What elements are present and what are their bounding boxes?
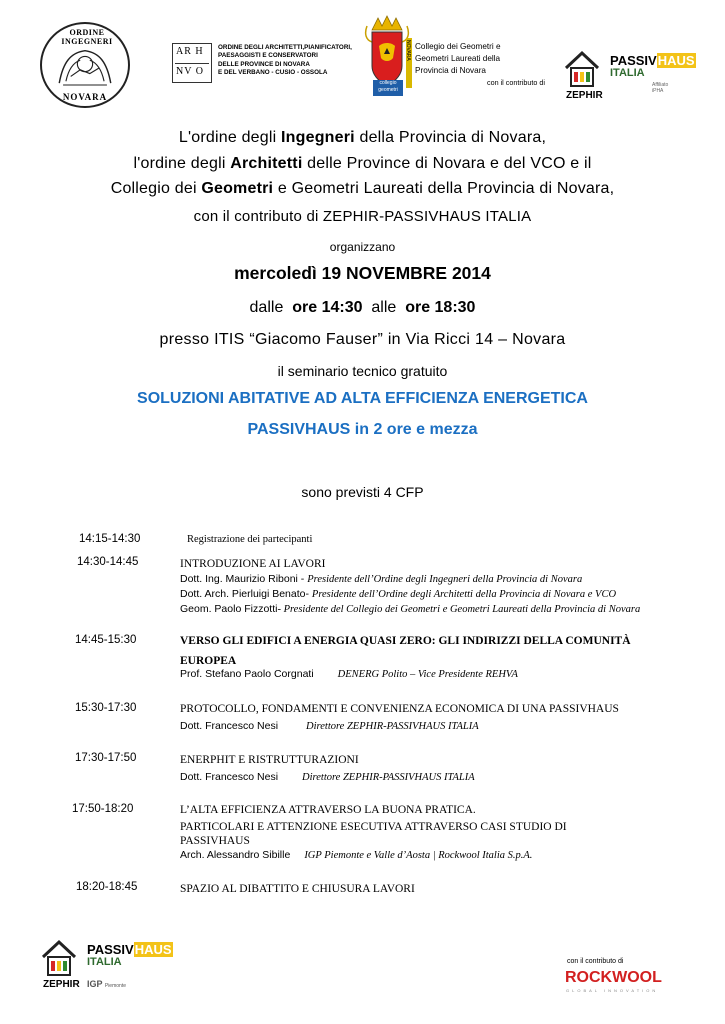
programme-time: 14:15-14:30 bbox=[79, 533, 141, 545]
rockwool-tagline: GLOBAL INNOVATION bbox=[566, 988, 659, 993]
affiliate-text: Affiliato iPHA bbox=[652, 82, 669, 94]
programme-title: PROTOCOLLO, FONDAMENTI E CONVENIENZA ECONOMICA DI UNA PASSIVHAUS bbox=[180, 703, 619, 715]
seminar-title-2: PASSIVHAUS in 2 ore e mezza bbox=[247, 421, 478, 438]
zephir-logo-header bbox=[564, 50, 695, 102]
engineers-seal-icon bbox=[40, 22, 130, 108]
zephir-wordmark: ZEPHIR bbox=[43, 979, 80, 990]
italia-wordmark: ITALIA bbox=[87, 956, 122, 968]
programme-time: 15:30-17:30 bbox=[75, 702, 137, 714]
programme-title: L’ALTA EFFICIENZA ATTRAVERSO LA BUONA PRATICA. bbox=[180, 804, 476, 816]
cfp-text: sono previsti 4 CFP bbox=[301, 484, 424, 500]
programme-title: Registrazione dei partecipanti bbox=[187, 534, 313, 545]
intro-line-2: l'ordine degli Architetti delle Province di Novara e del VCO e il bbox=[133, 155, 592, 172]
seminar-title-1: SOLUZIONI ABITATIVE AD ALTA EFFICIENZA ENERGETICA bbox=[137, 390, 588, 407]
programme-title-cont: PASSIVHAUS bbox=[180, 835, 250, 847]
programme-speaker: Dott. Ing. Maurizio Riboni - Presidente dell’Ordine degli Ingegneri della Provincia di Novara bbox=[180, 573, 583, 585]
programme-time: 14:30-14:45 bbox=[77, 556, 139, 568]
seminario-text: il seminario tecnico gratuito bbox=[277, 363, 448, 379]
programme-time: 18:20-18:45 bbox=[76, 881, 138, 893]
programme-title-cont: EUROPEA bbox=[180, 655, 237, 667]
programme-speaker: Prof. Stefano Paolo Corgnati DENERG Polito – Vice Presidente REHVA bbox=[180, 668, 518, 680]
intro-line-3: Collegio dei Geometri e Geometri Laureati della Provincia di Novara, bbox=[110, 180, 615, 197]
geometri-line: Collegio dei Geometri e bbox=[415, 42, 501, 51]
programme-time: 17:30-17:50 bbox=[75, 752, 137, 764]
programme-time: 17:50-18:20 bbox=[72, 803, 134, 815]
programme-speaker: Dott. Francesco Nesi Direttore ZEPHIR-PASSIVHAUS ITALIA bbox=[180, 720, 479, 732]
italia-wordmark: ITALIA bbox=[610, 67, 645, 79]
programme-title-cont: PARTICOLARI E ATTENZIONE ESECUTIVA ATTRAVERSO CASI STUDIO DI bbox=[180, 821, 567, 833]
architects-line: PAESAGGISTI E CONSERVATORI bbox=[218, 52, 318, 60]
programme-title: SPAZIO AL DIBATTITO E CHIUSURA LAVORI bbox=[180, 883, 415, 895]
house-icon bbox=[41, 939, 77, 977]
architects-logo bbox=[172, 43, 212, 83]
programme-title: INTRODUZIONE AI LAVORI bbox=[180, 558, 326, 570]
event-place: presso ITIS “Giacomo Fauser” in Via Ricci 14 – Novara bbox=[159, 331, 566, 348]
programme-speaker: Dott. Arch. Pierluigi Benato- Presidente dell’Ordine degli Architetti della Provincia di Novara e VCO bbox=[180, 588, 617, 600]
header-contributo: con il contributo di bbox=[487, 78, 545, 87]
architects-mark-bottom: NV O bbox=[176, 66, 204, 77]
programme-title: VERSO GLI EDIFICI A ENERGIA QUASI ZERO: GLI INDIRIZZI DELLA COMUNITÀ bbox=[180, 635, 631, 647]
event-time: dalle ore 14:30 alle ore 18:30 bbox=[249, 299, 476, 316]
programme-speaker: Geom. Paolo Fizzotti- Presidente del Collegio dei Geometri e Geometri Laureati della Provincia di Novara bbox=[180, 603, 641, 615]
architects-mark-top: AR H bbox=[176, 46, 204, 57]
geometri-line: Geometri Laureati della bbox=[415, 54, 501, 63]
igp-wordmark: IGP Piemonte bbox=[87, 979, 126, 989]
geometri-text bbox=[415, 41, 501, 77]
zephir-wordmark: ZEPHIR bbox=[566, 90, 603, 101]
event-date: mercoledì 19 NOVEMBRE 2014 bbox=[234, 263, 491, 283]
architects-line: ORDINE DEGLI ARCHITETTI,PIANIFICATORI, bbox=[218, 44, 352, 51]
programme-title: ENERPHIT E RISTRUTTURAZIONI bbox=[180, 754, 359, 766]
rockwool-logo: ROCKWOOL bbox=[565, 969, 662, 986]
architects-text bbox=[218, 44, 358, 77]
passivhaus-wordmark: PASSIVHAUS bbox=[87, 942, 172, 957]
architects-line: DELLE PROVINCE DI NOVARA bbox=[218, 60, 310, 68]
programme-speaker: Arch. Alessandro Sibille IGP Piemonte e Valle d’Aosta | Rockwool Italia S.p.A. bbox=[180, 849, 533, 861]
geometri-badge: collegio geometri bbox=[373, 80, 403, 96]
organizzano-text: organizzano bbox=[329, 240, 396, 254]
seal-bottom-text: NOVARA bbox=[62, 92, 108, 102]
architects-line: E DEL VERBANO - CUSIO - OSSOLA bbox=[218, 68, 328, 76]
geometri-line: Provincia di Novara bbox=[415, 66, 486, 75]
intro-line-4: con il contributo di ZEPHIR-PASSIVHAUS ITALIA bbox=[193, 208, 532, 225]
house-icon bbox=[564, 50, 600, 88]
programme-speaker: Dott. Francesco Nesi Direttore ZEPHIR-PASSIVHAUS ITALIA bbox=[180, 771, 475, 783]
footer-contributo: con il contributo di bbox=[567, 958, 624, 965]
seal-ring-text: ORDINE INGEGNERI bbox=[61, 28, 113, 46]
coat-side-text: NOVARA bbox=[405, 40, 411, 61]
zephir-logo-footer bbox=[41, 939, 172, 993]
programme-time: 14:45-15:30 bbox=[75, 634, 137, 646]
passivhaus-wordmark: PASSIVHAUS bbox=[610, 53, 695, 68]
intro-line-1: L'ordine degli Ingegneri della Provincia di Novara, bbox=[178, 129, 547, 146]
